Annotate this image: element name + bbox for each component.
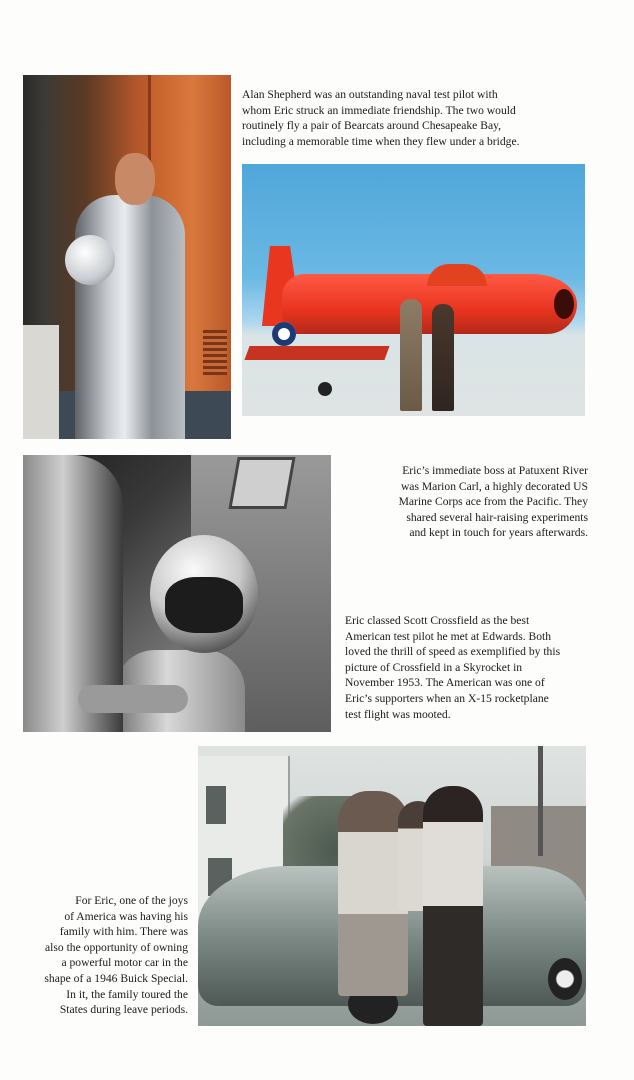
family-caption: For Eric, one of the joys of America was having his family with him. There was also the opportunity of owning a powerful motor car in the shape of a 1946 Buick Special. In it, the family toured the States during leave periods. bbox=[44, 894, 188, 1017]
family-car-photo bbox=[198, 746, 586, 1026]
carl-caption: Eric’s immediate boss at Patuxent River was Marion Carl, a highly decorated US Marine Corps ace from the Pacific. They shared several hair-raising experiments and kept in touch for years afterwards. bbox=[398, 464, 588, 540]
crossfield-caption: Eric classed Scott Crossfield as the best American test pilot he met at Edwards. Both loved the thrill of speed as exemplified by this picture of Crossfield in a Skyrocket in November 1953. The American was one of Eric’s supporters when an X-15 rocketplane test flight was mooted. bbox=[345, 614, 561, 721]
pilot-helmet-photo bbox=[23, 455, 331, 732]
astronaut-photo bbox=[23, 75, 231, 439]
red-jet-photo bbox=[242, 164, 585, 416]
shepherd-caption: Alan Shepherd was an outstanding naval test pilot with whom Eric struck an immediate friendship. The two would routinely fly a pair of Bearcats around Chesapeake Bay, including a memorable time when they flew under a bridge. bbox=[242, 88, 520, 148]
